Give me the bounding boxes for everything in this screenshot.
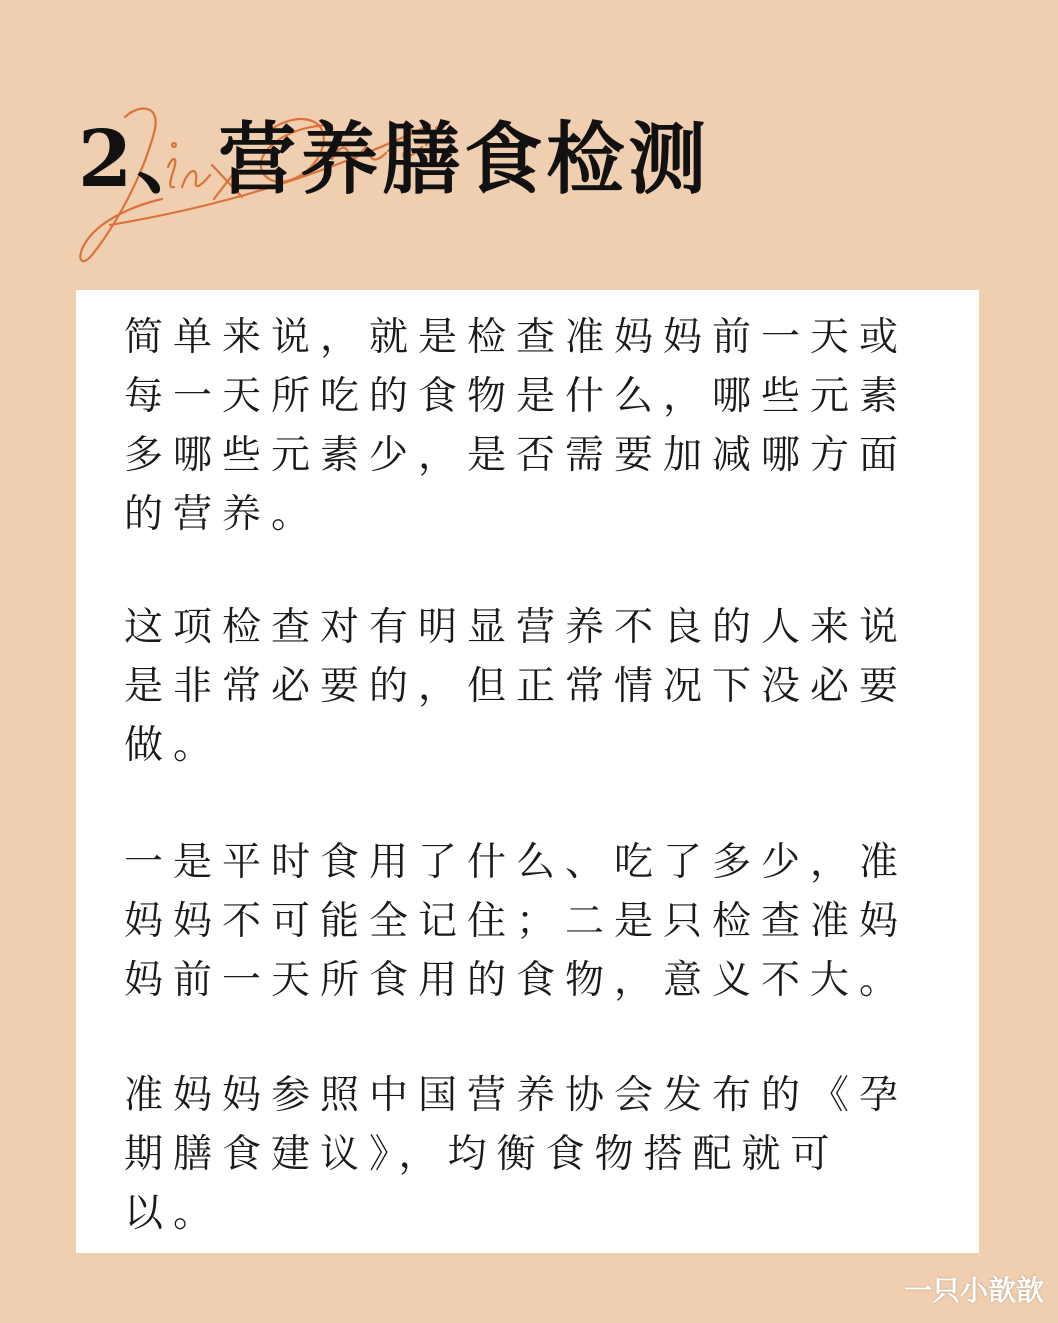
section-heading: 2、营养膳食检测 [78,114,711,205]
author-watermark: 一只小歆歆 [903,1274,1044,1307]
paragraph-necessity: 这项检查对有明显营养不良的人来说 是非常必要的，但正常情况下没必要 做。 [124,605,909,768]
paragraph-recommendation: 准妈妈参照中国营养协会发布的《孕 期膳食建议》，均衡食物搭配就可 以。 [124,1073,909,1236]
paragraph-definition: 简单来说，就是检查准妈妈前一天或 每一天所吃的食物是什么，哪些元素 多哪些元素少，是否需要加减哪方面 的营养。 [124,315,909,537]
paragraph-limitations: 一是平时食用了什么、吃了多少，准 妈妈不可能全记住；二是只检查准妈 妈前一天所食用的食物，意义不大。 [124,840,909,1003]
content-card [76,290,979,1253]
